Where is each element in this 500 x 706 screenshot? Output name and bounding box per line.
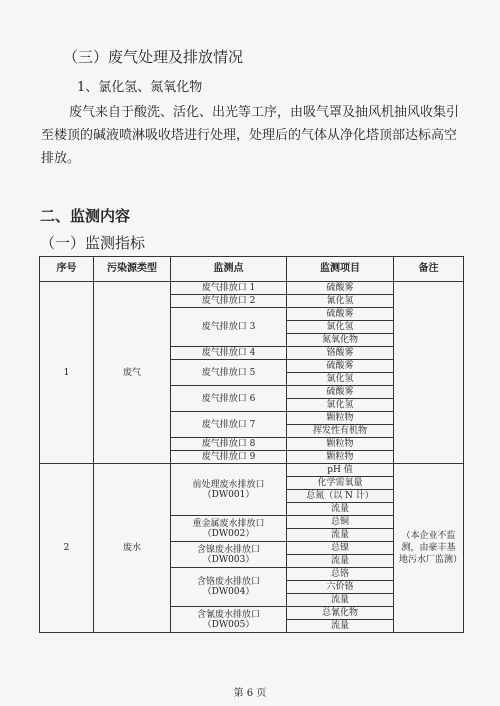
- cell-monitoring-item: pH 值: [287, 464, 394, 477]
- cell-monitoring-item: 流量: [287, 555, 394, 568]
- sub-item-title: 1、氯化氢、氮氧化物: [77, 80, 203, 95]
- section-title: （三）废气处理及排放情况: [63, 48, 244, 66]
- cell-monitoring-item: 流量: [287, 620, 394, 633]
- cell-monitoring-item: 氮氧化物: [287, 334, 394, 347]
- cell-monitoring-item: 铬酸雾: [287, 347, 394, 360]
- cell-source-type: 废水: [94, 464, 171, 633]
- cell-monitoring-point: 废气排放口 3: [171, 308, 287, 347]
- cell-monitoring-point: 含氰废水排放口（DW005）: [171, 607, 287, 633]
- cell-monitoring-item: 总镍: [287, 542, 394, 555]
- cell-monitoring-item: 氯化氢: [287, 321, 394, 334]
- cell-monitoring-point: 废气排放口 5: [171, 360, 287, 386]
- cell-monitoring-point: 重金属废水排放口（DW002）: [171, 516, 287, 542]
- cell-monitoring-item: 硫酸雾: [287, 386, 394, 399]
- cell-monitoring-item: 流量: [287, 529, 394, 542]
- cell-monitoring-item: 总铬: [287, 568, 394, 581]
- cell-no: 2: [40, 464, 94, 633]
- cell-monitoring-point: 废气排放口 1: [171, 282, 287, 295]
- cell-monitoring-point: 前处理废水排放口（DW001）: [171, 464, 287, 516]
- header-remark: 备注: [394, 257, 464, 282]
- cell-remark: （本企业不监测，由豪丰基地污水厂监测）: [394, 464, 464, 633]
- cell-source-type: 废气: [94, 282, 171, 464]
- cell-monitoring-item: 颗粒物: [287, 438, 394, 451]
- cell-monitoring-point: 废气排放口 8: [171, 438, 287, 451]
- cell-monitoring-item: 颗粒物: [287, 451, 394, 464]
- header-source-type: 污染源类型: [94, 257, 171, 282]
- heading-monitoring-content: 二、监测内容: [40, 207, 131, 225]
- cell-monitoring-point: 含铬废水排放口（DW004）: [171, 568, 287, 607]
- cell-monitoring-item: 氯化氢: [287, 399, 394, 412]
- cell-monitoring-item: 流量: [287, 503, 394, 516]
- paragraph: 废气来自于酸洗、活化、出光等工序，由吸气罩及抽风机抽风收集引至楼顶的碱液喷淋吸收塔进行处理，处理后的气体从净化塔顶部达标高空排放。: [41, 105, 460, 166]
- heading-monitoring-indicators: （一）监测指标: [40, 234, 146, 252]
- table-row: [40, 464, 464, 477]
- header-monitoring-item: 监测项目: [287, 257, 394, 282]
- cell-monitoring-point: 废气排放口 4: [171, 347, 287, 360]
- cell-monitoring-item: 总氮（以 N 计）: [287, 490, 394, 503]
- cell-monitoring-point: 废气排放口 6: [171, 386, 287, 412]
- cell-monitoring-item: 硫酸雾: [287, 360, 394, 373]
- cell-monitoring-item: 颗粒物: [287, 412, 394, 425]
- cell-monitoring-point: 废气排放口 9: [171, 451, 287, 464]
- cell-monitoring-point: 废气排放口 2: [171, 295, 287, 308]
- header-no: 序号: [40, 257, 94, 282]
- cell-monitoring-item: 六价铬: [287, 581, 394, 594]
- cell-monitoring-item: 硫酸雾: [287, 282, 394, 295]
- page-number: 第 6 页: [233, 688, 267, 699]
- cell-monitoring-item: 硫酸雾: [287, 308, 394, 321]
- cell-monitoring-item: 流量: [287, 594, 394, 607]
- header-monitoring-point: 监测点: [171, 257, 287, 282]
- table-header-row: [40, 257, 464, 282]
- cell-remark: [394, 282, 464, 464]
- cell-monitoring-item: 总氰化物: [287, 607, 394, 620]
- table-row: [40, 282, 464, 295]
- cell-monitoring-item: 氯化氢: [287, 373, 394, 386]
- cell-monitoring-point: 废气排放口 7: [171, 412, 287, 438]
- cell-no: 1: [40, 282, 94, 464]
- monitoring-table: [39, 256, 464, 633]
- cell-monitoring-item: 总铜: [287, 516, 394, 529]
- cell-monitoring-point: 含镍废水排放口（DW003）: [171, 542, 287, 568]
- cell-monitoring-item: 氰化氢: [287, 295, 394, 308]
- cell-monitoring-item: 化学需氧量: [287, 477, 394, 490]
- cell-monitoring-item: 挥发性有机物: [287, 425, 394, 438]
